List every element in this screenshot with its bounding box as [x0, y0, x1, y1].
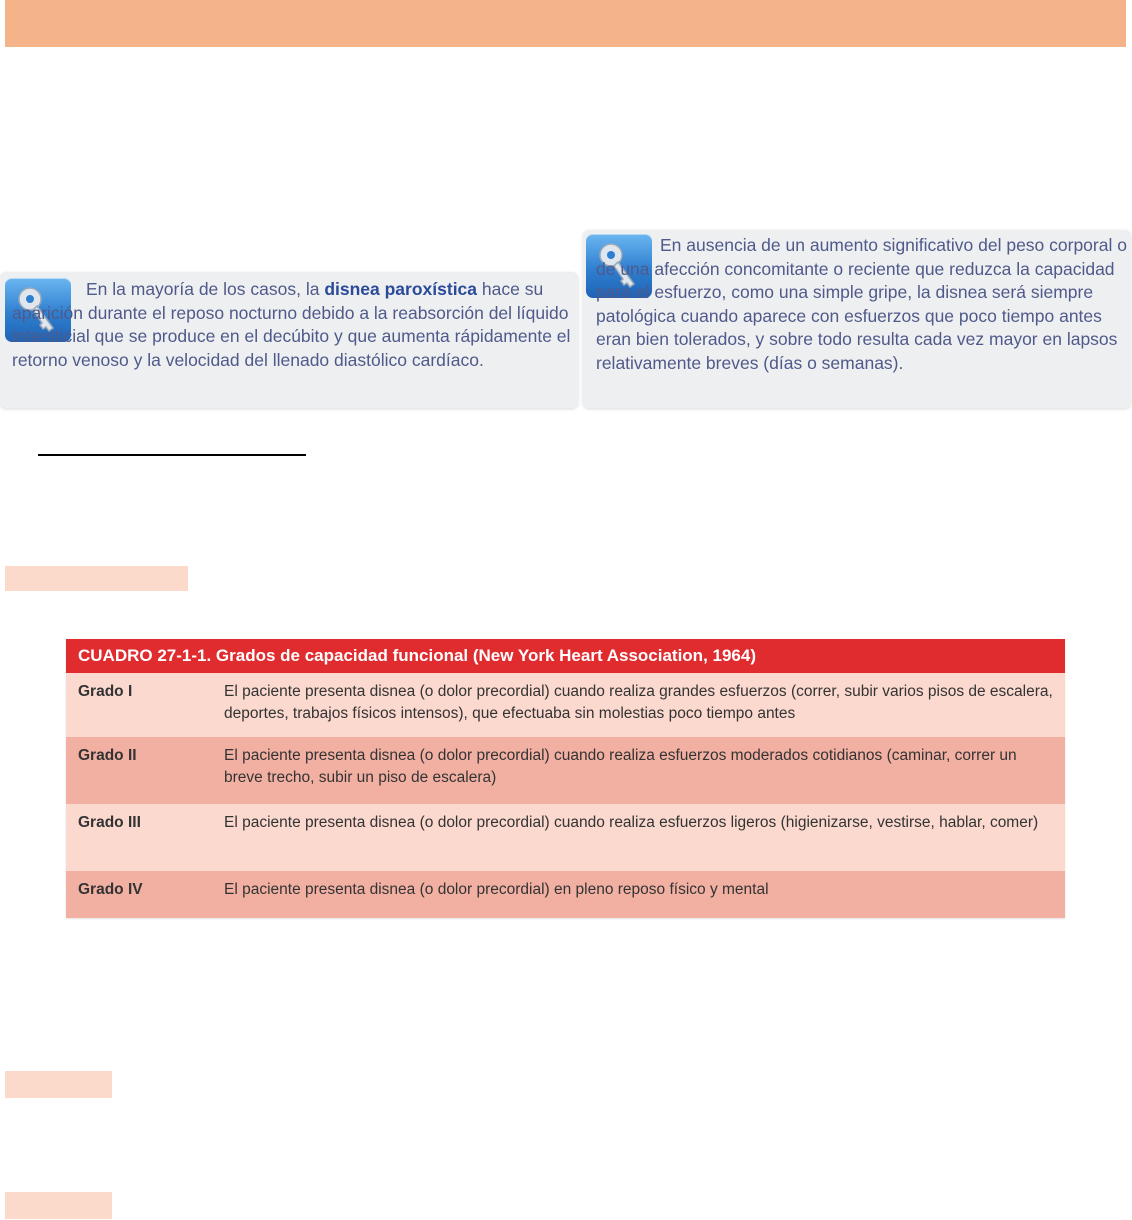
section-divider: [38, 454, 306, 456]
grade-description: El paciente presenta disnea (o dolor precordial) cuando realiza esfuerzos moderados cotidianos (caminar, correr un breve trecho, subir un piso de escalera): [224, 747, 1017, 786]
note-box-right: [583, 230, 1131, 408]
header-band: [5, 0, 1126, 47]
functional-capacity-table: [66, 639, 1065, 918]
note-text-right: En ausencia de un aumento significativo del peso corporal o de una afección concomitante o reciente que reduzca la capacidad para el esfuerzo, como una simple gripe, la disnea será siempre patológica cuando aparece con esfuerzos que poco tiempo antes eran bien tolerados, y sobre todo resulta cada vez mayor en lapsos relativamente breves (días o semanas).: [596, 235, 1127, 373]
grade-label: Grado IV: [78, 881, 143, 898]
highlight-bar: [5, 1071, 112, 1098]
table-row: [66, 804, 1065, 871]
highlight-bar: [5, 1192, 112, 1219]
grade-description: El paciente presenta disnea (o dolor precordial) cuando realiza esfuerzos ligeros (higienizarse, vestirse, hablar, comer): [224, 814, 1039, 831]
grade-description: El paciente presenta disnea (o dolor precordial) cuando realiza grandes esfuerzos (correr, subir varios pisos de escalera, deportes, trabajos físicos intensos), que efectuaba sin molestias poco tiempo antes: [224, 683, 1053, 722]
table-row: [66, 737, 1065, 804]
grade-description: El paciente presenta disnea (o dolor precordial) en pleno reposo físico y mental: [224, 881, 769, 898]
note-box-left: [0, 272, 578, 408]
note-text-left: En la mayoría de los casos, la disnea paroxística hace su aparición durante el reposo nocturno debido a la reabsorción del líquido intersticial que se produce en el decúbito y que aumenta rápidamente el retorno venoso y la velocidad del llenado diastólico cardíaco.: [12, 279, 571, 370]
grade-label: Grado I: [78, 683, 133, 700]
table-title: CUADRO 27-1-1. Grados de capacidad funcional (New York Heart Association, 1964): [66, 639, 1065, 673]
highlight-bar: [5, 566, 188, 591]
note-emphasis: disnea paroxística: [324, 279, 478, 299]
table-row: [66, 673, 1065, 737]
grade-label: Grado II: [78, 747, 137, 764]
grade-label: Grado III: [78, 814, 141, 831]
table-row: [66, 871, 1065, 918]
